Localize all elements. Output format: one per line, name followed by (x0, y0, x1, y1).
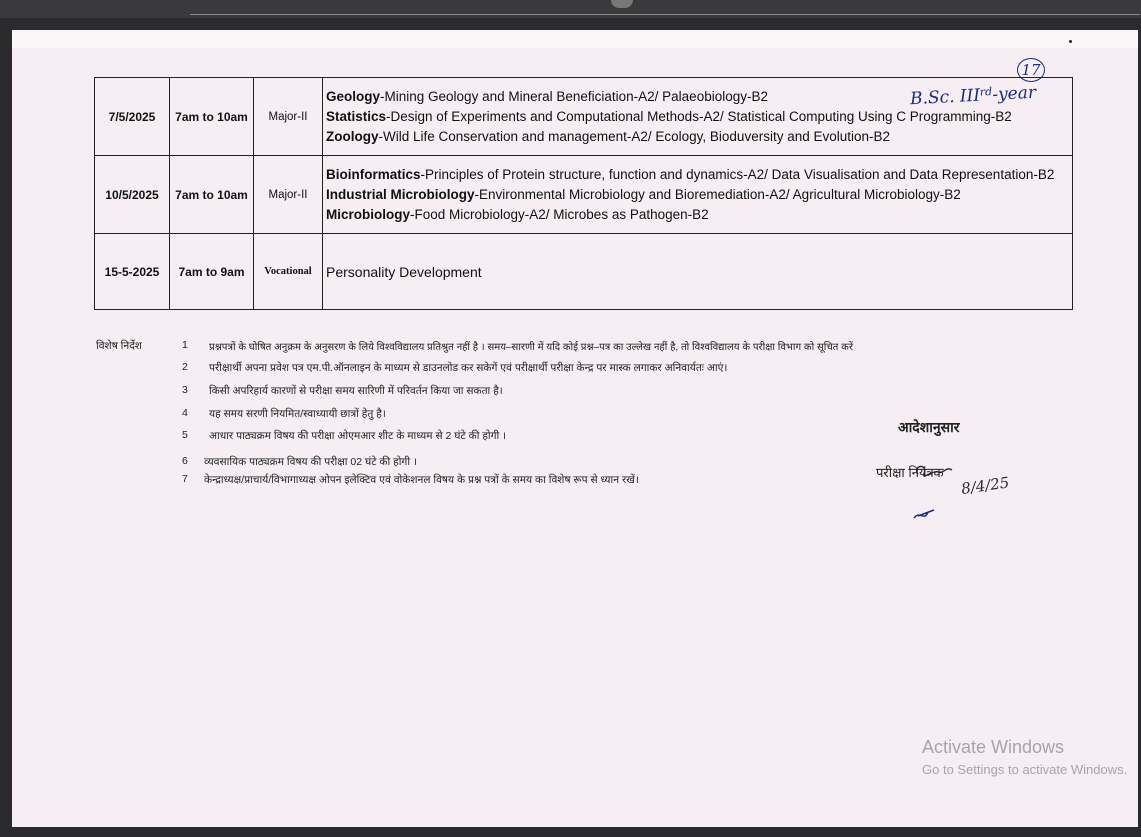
viewer-top-bar (0, 0, 1141, 18)
subjects-cell (323, 234, 1073, 310)
class-note-text: B.Sc. III (909, 85, 981, 110)
activation-watermark-subtitle: Go to Settings to activate Windows. (922, 762, 1128, 777)
instruction-number: 4 (182, 407, 188, 419)
activation-watermark-title: Activate Windows (922, 737, 1065, 757)
subject-name: Microbiology (326, 206, 410, 222)
subject-papers: -Wild Life Conservation and management-A2/ Ecology, Bioduversity and Evolution-B2 (378, 128, 891, 144)
instructions-label: विशेष निर्देश (96, 340, 142, 352)
exam-schedule-table (94, 77, 1073, 310)
page-top-shade (12, 30, 1138, 48)
instruction-number: 2 (182, 361, 188, 373)
instruction-text: केन्द्राध्यक्ष/प्राचार्य/विभागाध्यक्ष ओपन इलेक्टिव एवं वोकेशनल विषय के प्रश्न पत्रों के समय का विशेष रूप से ध्यान रखें। (204, 474, 639, 486)
instruction-text: आधार पाठ्यक्रम विषय की परीक्षा ओएमआर शीट के माध्यम से 2 घंटे की होगी । (209, 430, 507, 442)
exam-date: 15-5-2025 (95, 234, 170, 310)
subjects-cell (323, 78, 1073, 156)
instruction-text: यह समय सरणी नियमित/स्वाध्यायी छात्रों हेतु है। (209, 408, 386, 420)
table-row (95, 78, 1073, 156)
paper-type: Vocational (254, 234, 323, 310)
subjects-cell (323, 156, 1073, 234)
instruction-number: 5 (182, 429, 188, 441)
exam-date: 7/5/2025 (95, 78, 170, 156)
subject-papers: -Food Microbiology-A2/ Microbes as Pathogen-B2 (410, 206, 709, 222)
order-label: आदेशानुसार (898, 419, 960, 435)
subject-name: Industrial Microbiology (326, 186, 475, 202)
class-note-suffix: year (997, 82, 1037, 105)
subject-text: Personality Development (326, 263, 482, 280)
subject-line (326, 205, 1069, 225)
class-note-sup: rd (979, 85, 993, 99)
subject-name: Geology (326, 88, 381, 104)
class-note-handwritten: B.Sc. IIIrd-year (909, 82, 1037, 110)
subject-papers: -Design of Experiments and Computational Methods-A2/ Statistical Computing Using C Programming-B2 (386, 108, 1012, 124)
subject-name: Statistics (326, 108, 387, 124)
instruction-number: 6 (182, 455, 188, 467)
handwritten-date: 8/4/25 (960, 473, 1011, 498)
initials-stroke (914, 510, 934, 518)
instruction-number: 7 (182, 473, 188, 485)
exam-time: 7am to 10am (170, 156, 254, 234)
scroll-handle[interactable] (611, 0, 633, 8)
paper-type: Major-II (254, 156, 323, 234)
designation-label: परीक्षा नियंत्रक (876, 465, 944, 480)
subject-line (326, 107, 1069, 127)
exam-time: 7am to 10am (170, 78, 254, 156)
subject-name: Bioinformatics (326, 166, 421, 182)
subject-name: Zoology (326, 128, 379, 144)
table-row (95, 234, 1073, 310)
exam-date: 10/5/2025 (95, 156, 170, 234)
subject-papers: -Principles of Protein structure, function and dynamics-A2/ Data Visualisation and Data Representation-B2 (420, 166, 1055, 182)
subject-line (326, 165, 1069, 185)
subject-line (326, 185, 1069, 205)
instruction-number: 1 (182, 339, 188, 351)
table-row (95, 156, 1073, 234)
page-number-handwritten: 17 (1017, 58, 1045, 82)
instruction-text: परीक्षार्थी अपना प्रवेश पत्र एम.पी.ऑनलाइन के माध्यम से डाउनलोड कर सकेगें एवं परीक्षार्थी परीक्षा केन्द्र पर मास्क लगाकर अनिवार्यतः आएं। (209, 362, 728, 374)
instruction-text: प्रश्नपत्रों के घोषित अनुक्रम के अनुसरण के लिये विश्वविद्यालय प्रतिश्रुत नहीं है । समय–सारणी में यदि कोई प्रश्न–पत्र का उल्लेख नहीं है, तो विश्वविद्यालय के परीक्षा विभाग को सूचित करें (209, 342, 853, 353)
subject-papers: -Environmental Microbiology and Bioremediation-A2/ Agricultural Microbiology-B2 (474, 186, 961, 202)
subject-papers: -Mining Geology and Mineral Beneficiation-A2/ Palaeobiology-B2 (380, 88, 768, 104)
subject-line (326, 87, 1069, 107)
instruction-number: 3 (182, 384, 188, 396)
top-divider (190, 14, 1140, 15)
paper-type: Major-II (254, 78, 323, 156)
ink-mark (1069, 40, 1072, 43)
instruction-text: व्यवसायिक पाठ्यक्रम विषय की परीक्षा 02 घंटे की होगी । (204, 456, 417, 468)
subject-line (326, 127, 1069, 147)
instruction-text: किसी अपरिहार्य कारणों से परीक्षा समय सारिणी में परिवर्तन किया जा सकता है। (209, 385, 503, 397)
exam-time: 7am to 9am (170, 234, 254, 310)
